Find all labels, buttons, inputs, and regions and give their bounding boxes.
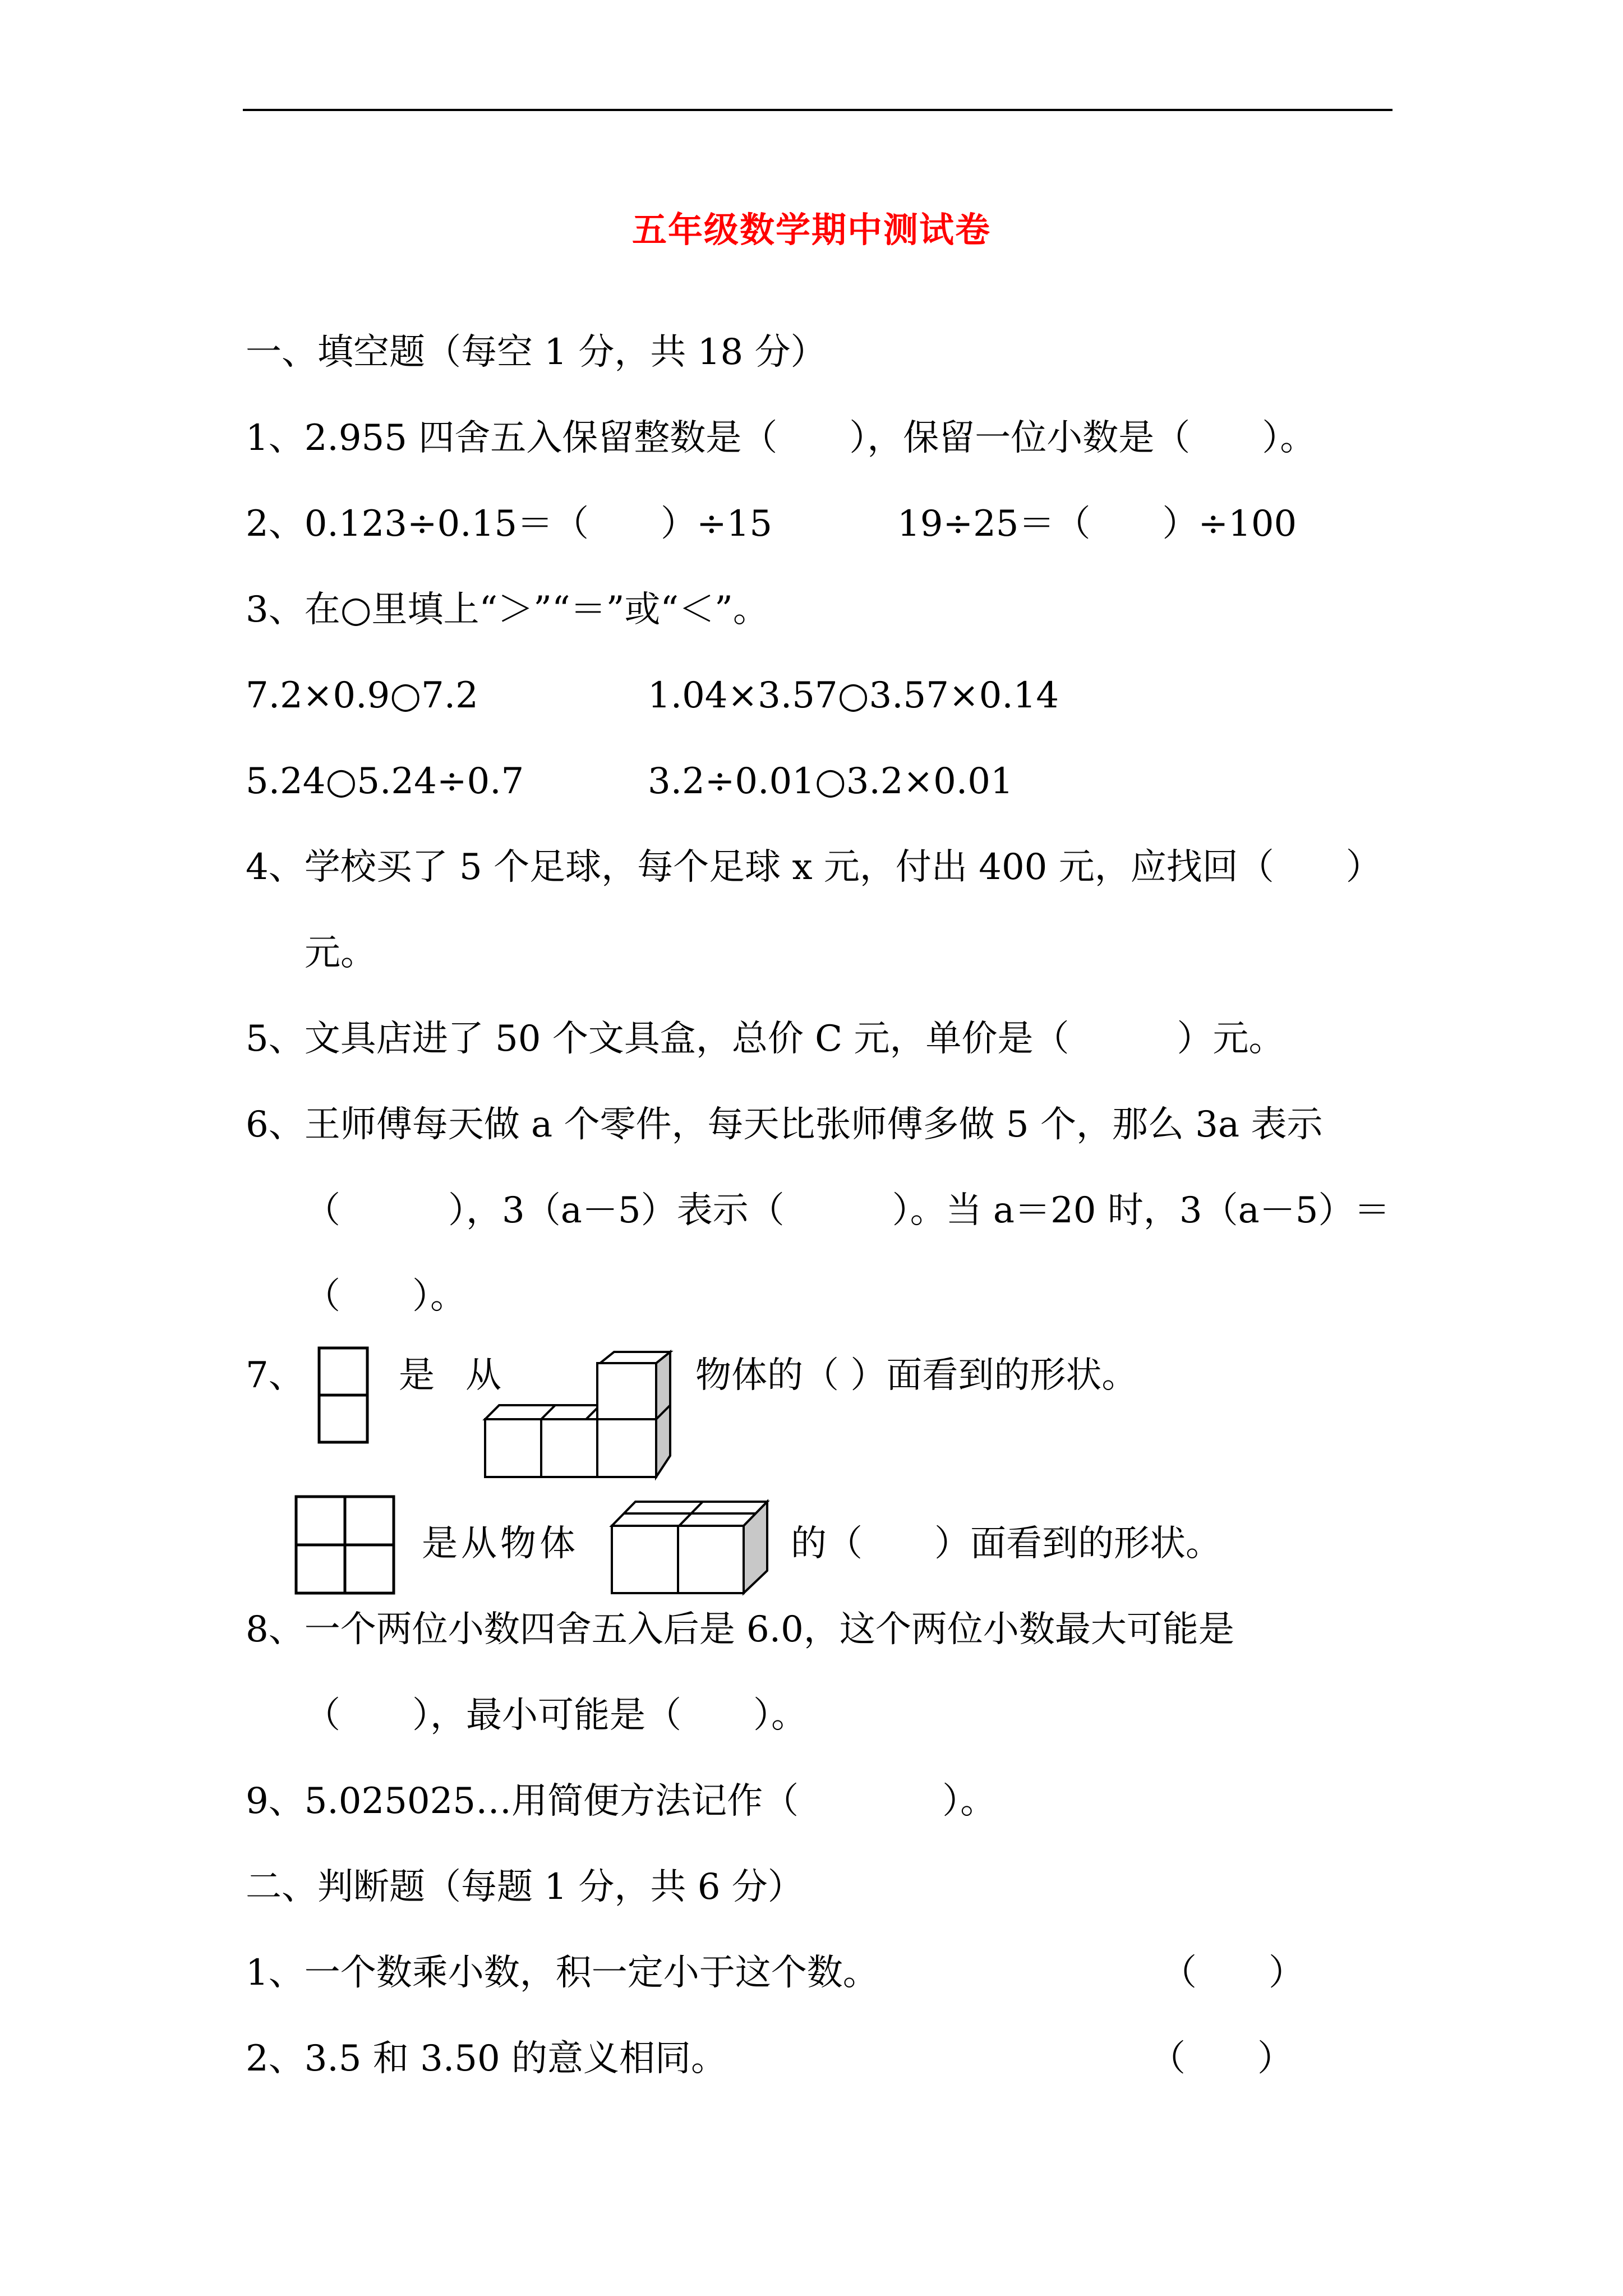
question-6-line1: 6、王师傅每天做 a 个零件，每天比张师傅多做 5 个，那么 3a 表示 [246,1104,1323,1145]
view-two-stacked-squares-icon [317,1346,371,1444]
view-four-squares-icon [294,1495,396,1596]
question-8-line1: 8、一个两位小数四舍五入后是 6.0，这个两位小数最大可能是 [246,1609,1234,1650]
judge-2: 2、3.5 和 3.50 的意义相同。 [246,2038,727,2079]
question-1: 1、2.955 四舍五入保留整数是（ ），保留一位小数是（ ）。 [246,417,1316,459]
l-shaped-cube-stack-icon [482,1349,676,1481]
judge-1: 1、一个数乘小数，积一定小于这个数。 [246,1952,879,1994]
section1-heading: 一、填空题（每空 1 分，共 18 分） [246,332,827,373]
question-7b-text-a: 是从物体 [422,1523,579,1565]
question-3-row2b: 3.2÷0.01○3.2×0.01 [648,761,1013,802]
question-7-number: 7、 [246,1355,305,1396]
question-7-rest: 物体的（ ）面看到的形状。 [695,1355,1138,1396]
question-3-row1a: 7.2×0.9○7.2 [246,675,478,716]
page-title: 五年级数学期中测试卷 [631,209,991,250]
question-7-shi: 是 [399,1355,435,1396]
question-3: 3、在○里填上“＞”“＝”或“＜”。 [246,589,769,631]
question-6-line3: （ ）。 [305,1276,466,1317]
question-6-line2: （ ），3（a－5）表示（ ）。当 a＝20 时，3（a－5）＝ [305,1190,1390,1231]
question-7-cong: 从 [465,1355,501,1396]
question-9: 9、5.025025…用简便方法记作（ ）。 [246,1780,997,1822]
question-4-line1: 4、学校买了 5 个足球，每个足球 x 元，付出 400 元，应找回（ ） [246,846,1382,888]
question-2a: 2、0.123÷0.15＝（ ）÷15 [246,503,773,545]
section2-heading: 二、判断题（每题 1 分，共 6 分） [246,1866,804,1908]
header-rule [243,109,1393,111]
question-3-row1b: 1.04×3.57○3.57×0.14 [648,675,1059,716]
judge-2-paren: （ ） [1150,2038,1293,2079]
judge-1-paren: （ ） [1161,1952,1304,1994]
question-5: 5、文具店进了 50 个文具盒，总价 C 元，单价是（ ）元。 [246,1018,1285,1060]
question-3-row2a: 5.24○5.24÷0.7 [246,761,524,802]
question-7b-text-b: 的（ ）面看到的形状。 [791,1523,1221,1565]
question-2b: 19÷25＝（ ）÷100 [897,503,1297,545]
cube-block-icon [610,1495,770,1596]
question-4-line2: 元。 [305,932,376,974]
question-8-line2: （ ），最小可能是（ ）。 [305,1695,807,1736]
